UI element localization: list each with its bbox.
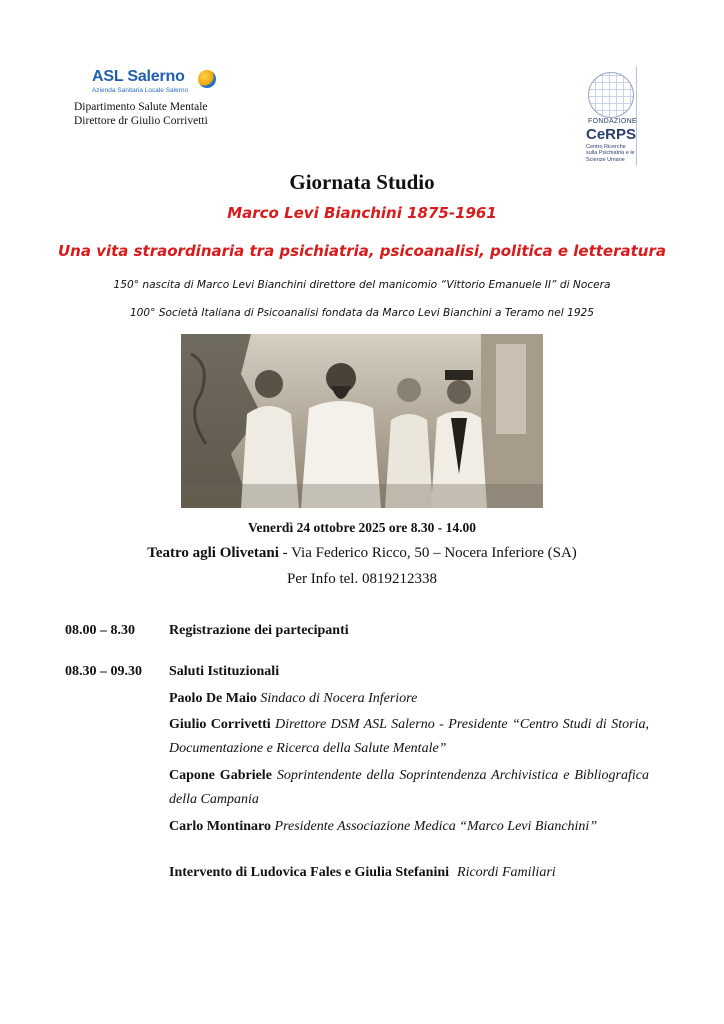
schedule-time: 08.30 – 09.30 <box>65 664 142 679</box>
intervention-name: Intervento di Ludovica Fales e Giulia Stefanini <box>169 865 450 880</box>
globe-icon <box>588 72 634 118</box>
page-title: Giornata Studio <box>289 170 435 194</box>
speaker-entry <box>169 713 649 761</box>
speaker-role: Direttore DSM ASL Salerno - Presidente “Centro Studi di Storia, Documentazione e Ricerca della Salute Mentale” <box>169 717 650 756</box>
speaker-role: Sindaco di Nocera Inferiore <box>260 691 418 706</box>
asl-logo-subtitle: Azienda Sanitaria Locale Salerno <box>92 87 189 94</box>
speaker-name: Carlo Montinaro <box>169 819 272 834</box>
department-name: Dipartimento Salute Mentale <box>74 101 208 113</box>
speaker-name: Paolo De Maio <box>169 691 257 706</box>
intervention-role: Ricordi Familiari <box>457 865 556 880</box>
schedule-title: Saluti Istituzionali <box>169 664 280 679</box>
cerps-description: Centro Ricerche sulla Psichiatria e le Scienze Umane <box>586 144 635 163</box>
schedule-title: Registrazione dei partecipanti <box>169 623 349 638</box>
cerps-logo <box>584 66 640 166</box>
logo-divider <box>636 66 637 166</box>
intervention-entry <box>169 865 556 881</box>
event-tagline: Una vita straordinaria tra psichiatria, psicoanalisi, politica e letteratura <box>57 242 666 260</box>
event-venue <box>0 545 724 562</box>
department-director: Direttore dr Giulio Corrivetti <box>74 115 208 127</box>
speaker-entry <box>169 687 649 711</box>
speaker-role: Presidente Associazione Medica “Marco Levi Bianchini” <box>274 819 598 834</box>
cerps-fondazione: FONDAZIONE <box>588 118 637 125</box>
department-block <box>74 100 208 128</box>
asl-salerno-logo <box>92 70 214 98</box>
event-date-time: Venerdì 24 ottobre 2025 ore 8.30 - 14.00 <box>247 520 477 535</box>
event-subtitle: Marco Levi Bianchini 1875-1961 <box>227 204 497 222</box>
group-portrait-illustration <box>181 334 543 508</box>
anniversary-line-1: 150° nascita di Marco Levi Bianchini direttore del manicomio “Vittorio Emanuele II” di Nocera <box>113 279 611 291</box>
speaker-role: Soprintendente della Soprintendenza Archivistica e Bibliografica della Campania <box>169 768 650 807</box>
sun-icon <box>198 70 216 88</box>
historic-photo <box>181 334 543 508</box>
info-phone: Per Info tel. 0819212338 <box>287 571 437 587</box>
asl-logo-brand: ASL Salerno <box>92 68 185 85</box>
cerps-name: CeRPS <box>586 126 637 143</box>
speaker-entry <box>169 815 649 839</box>
anniversary-line-2: 100° Società Italiana di Psicoanalisi fondata da Marco Levi Bianchini a Teramo nel 1925 <box>129 307 595 319</box>
speaker-name: Giulio Corrivetti <box>169 717 271 732</box>
venue-name: Teatro agli Olivetani <box>147 545 279 561</box>
venue-address: - Via Federico Ricco, 50 – Nocera Inferiore (SA) <box>278 545 577 561</box>
schedule-time: 08.00 – 8.30 <box>65 623 135 638</box>
speaker-name: Capone Gabriele <box>169 768 272 783</box>
speaker-entry <box>169 764 649 812</box>
